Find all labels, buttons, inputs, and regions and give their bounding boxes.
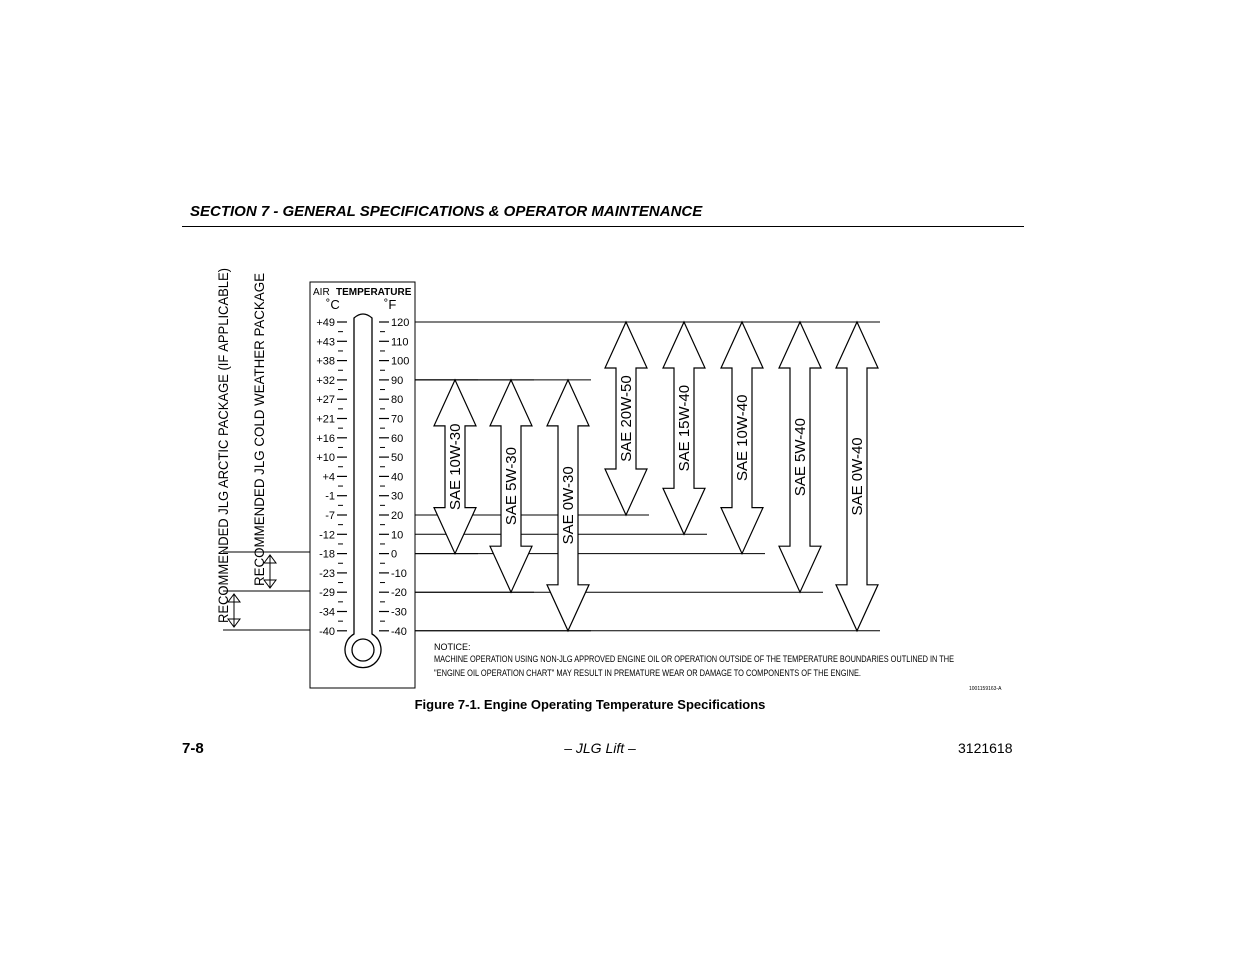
fahrenheit-tick-label: 100	[391, 355, 410, 368]
celsius-tick-label: +27	[316, 394, 335, 407]
cold-weather-package-label: RECOMMENDED JLG COLD WEATHER PACKAGE	[251, 257, 267, 586]
arctic-package-label: RECOMMENDED JLG ARCTIC PACKAGE (IF APPLICABLE)	[215, 240, 231, 623]
celsius-tick-label: +16	[316, 432, 335, 445]
fahrenheit-tick-label: -10	[391, 567, 407, 580]
fahrenheit-tick-label: -40	[391, 625, 407, 638]
footer-publisher: – JLG Lift –	[564, 740, 636, 756]
celsius-unit: ˚C	[326, 297, 340, 312]
celsius-tick-label: -29	[319, 587, 335, 600]
figure-id: 1001159163-A	[969, 686, 1002, 692]
fahrenheit-tick-label: -30	[391, 606, 407, 619]
fahrenheit-tick-label: 20	[391, 510, 404, 522]
fahrenheit-tick-label: 120	[391, 317, 410, 329]
thermometer-title-air: AIR	[313, 287, 330, 298]
celsius-tick-label: +32	[316, 374, 335, 387]
celsius-tick-label: -18	[319, 548, 335, 561]
celsius-tick-label: +38	[316, 355, 335, 368]
oil-grade-label: SAE 0W-40	[849, 437, 866, 516]
oil-grade-label: SAE 0W-30	[560, 466, 577, 545]
fahrenheit-tick-label: 50	[391, 452, 404, 465]
thermometer-bulb	[352, 639, 374, 661]
celsius-tick-label: +49	[316, 317, 335, 329]
fahrenheit-tick-label: 40	[391, 471, 404, 484]
fahrenheit-tick-label: -20	[391, 587, 407, 600]
fahrenheit-tick-label: 80	[391, 394, 404, 407]
page-number: 7-8	[182, 740, 204, 757]
section-title: SECTION 7 - GENERAL SPECIFICATIONS & OPERATOR MAINTENANCE	[190, 203, 703, 220]
notice-title: NOTICE:	[434, 642, 471, 652]
figure-caption: Figure 7-1. Engine Operating Temperature Specifications	[414, 697, 766, 712]
celsius-tick-label: -34	[319, 606, 335, 619]
fahrenheit-tick-label: 110	[391, 336, 409, 349]
fahrenheit-tick-label: 30	[391, 490, 404, 503]
fahrenheit-tick-label: 60	[391, 432, 404, 445]
celsius-tick-label: -1	[325, 490, 335, 503]
celsius-tick-label: -23	[319, 567, 335, 580]
celsius-tick-label: +4	[322, 471, 335, 484]
document-number: 3121618	[958, 740, 1013, 756]
fahrenheit-tick-label: 10	[391, 529, 404, 542]
celsius-tick-label: +21	[316, 413, 335, 426]
oil-grade-label: SAE 5W-40	[792, 418, 809, 497]
notice-line-2: "ENGINE OIL OPERATION CHART" MAY RESULT IN PREMATURE WEAR OR DAMAGE TO COMPONENTS OF THE ENGINE.	[434, 668, 861, 678]
celsius-tick-label: +10	[316, 452, 335, 465]
thermometer-tube	[345, 314, 381, 668]
fahrenheit-unit: ˚F	[384, 297, 397, 312]
fahrenheit-tick-label: 70	[391, 413, 404, 426]
thermometer-title-temperature: TEMPERATURE	[336, 287, 412, 298]
oil-grade-label: SAE 5W-30	[503, 447, 520, 526]
fahrenheit-tick-label: 90	[391, 374, 404, 387]
celsius-tick-label: -7	[325, 510, 335, 522]
oil-grade-label: SAE 15W-40	[676, 384, 693, 472]
oil-grade-label: SAE 10W-40	[734, 394, 751, 482]
celsius-tick-label: +43	[316, 336, 335, 349]
celsius-tick-label: -12	[319, 529, 335, 542]
oil-grade-label: SAE 20W-50	[618, 375, 635, 462]
oil-grade-label: SAE 10W-30	[447, 423, 464, 510]
notice-line-1: MACHINE OPERATION USING NON-JLG APPROVED ENGINE OIL OR OPERATION OUTSIDE OF THE TEMPERATURE BOUNDARIES OUTLINED IN THE	[434, 654, 954, 664]
celsius-tick-label: -40	[319, 625, 335, 638]
fahrenheit-tick-label: 0	[391, 548, 398, 561]
